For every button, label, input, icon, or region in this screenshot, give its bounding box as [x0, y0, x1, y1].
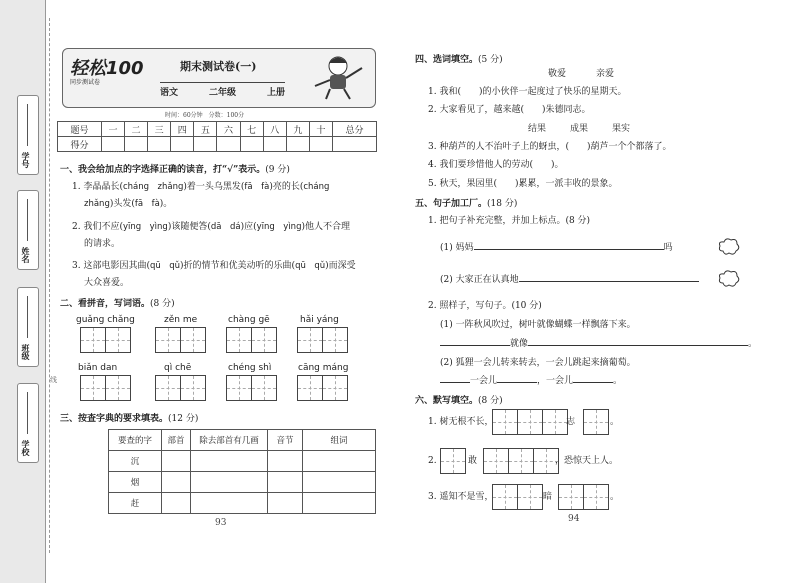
question-5-2: 2. 照样子，写句子。(10 分): [428, 301, 542, 311]
pinyin-label: hǎi yáng: [300, 315, 339, 325]
brand-logo: 轻松100 同步测试卷: [70, 58, 144, 86]
writing-grid[interactable]: [297, 327, 347, 353]
pinyin-label: guǎng chǎng: [76, 315, 135, 325]
dictation-3-start: 3. 遥知不是雪，: [428, 492, 494, 502]
writing-grid[interactable]: [583, 409, 608, 435]
dict-cell[interactable]: [303, 451, 376, 472]
question-5-2a: (1) 一阵秋风吹过，树叶就像蝴蝶一样飘落下来。: [440, 320, 636, 330]
answer-line[interactable]: [474, 249, 664, 250]
question-4-4: 4. 我们要珍惜他人的劳动( )。: [428, 160, 564, 170]
dictation-1-start: 1. 树无根不长，: [428, 417, 494, 427]
dictation-1-mid: 志: [566, 417, 576, 427]
name-field[interactable]: 姓名: [17, 190, 39, 270]
score-header: 六: [217, 122, 240, 137]
dict-char: 赶: [109, 493, 162, 514]
grade: 二年级: [208, 88, 236, 98]
volume: 上册: [266, 88, 285, 98]
student-number-field[interactable]: 学号: [17, 95, 39, 175]
cut-line: [49, 18, 50, 553]
answer-5-2b: 一会儿 ，一会儿 。: [440, 373, 622, 390]
dict-cell[interactable]: [268, 451, 303, 472]
class-field[interactable]: 班级: [17, 287, 39, 367]
dict-header: 要查的字: [109, 430, 162, 451]
score-cell[interactable]: [194, 137, 217, 152]
binding-strip: [0, 0, 46, 583]
pinyin-label: chéng shì: [228, 363, 272, 373]
writing-grid[interactable]: [440, 448, 465, 474]
dict-cell[interactable]: [191, 472, 268, 493]
score-header: 八: [263, 122, 286, 137]
score-header: 七: [240, 122, 263, 137]
answer-5-2a: 就像 。: [440, 336, 757, 353]
question-1-2: 2. 我们不应(yīng yìng)该随便答(dā dá)应(yīng yìng)他人不合理 的请求。: [72, 222, 350, 249]
section-4-title: 四、选词填空。(5 分): [415, 55, 503, 65]
pinyin-label: biǎn dan: [78, 363, 118, 373]
dict-cell[interactable]: [191, 451, 268, 472]
dict-cell[interactable]: [162, 472, 191, 493]
section-5-title: 五、句子加工厂。(18 分): [415, 199, 518, 209]
word-choice-1: 敬爱 亲爱: [548, 69, 615, 79]
question-5-1b: (2) 大家正在认真地: [440, 272, 710, 289]
dict-char: 烟: [109, 472, 162, 493]
dict-cell[interactable]: [162, 493, 191, 514]
dict-cell[interactable]: [162, 451, 191, 472]
dictionary-table: [108, 429, 376, 514]
writing-grid[interactable]: [80, 327, 130, 353]
score-header: 四: [171, 122, 194, 137]
subject: 语文: [160, 88, 179, 98]
time-info: 时间：60分钟 分数：100分: [165, 112, 245, 119]
writing-grid[interactable]: [155, 375, 205, 401]
writing-grid[interactable]: [226, 375, 276, 401]
pinyin-label: zěn me: [164, 315, 198, 325]
writing-grid[interactable]: [80, 375, 130, 401]
exam-title: 期末测试卷(一): [180, 60, 257, 73]
dictation-1-end: 。: [610, 417, 620, 427]
pinyin-label: chàng gē: [228, 315, 270, 325]
score-header: 总分: [332, 122, 376, 137]
dict-char: 沉: [109, 451, 162, 472]
word-choice-2: 结果 成果 果实: [528, 124, 631, 134]
dict-cell[interactable]: [268, 493, 303, 514]
question-1-3: 3. 这部电影因其曲(qū qǔ)折的情节和优美动听的乐曲(qū qǔ)而深受 大众喜爱。: [72, 261, 356, 288]
score-cell[interactable]: [263, 137, 286, 152]
pinyin-label: cāng máng: [298, 363, 349, 373]
writing-grid[interactable]: [226, 327, 276, 353]
score-cell[interactable]: [217, 137, 240, 152]
score-header: 十: [309, 122, 332, 137]
score-row-label: 得分: [58, 137, 102, 152]
writing-grid[interactable]: [483, 448, 558, 474]
score-cell[interactable]: [171, 137, 194, 152]
dictation-3-mid: 暗: [543, 492, 553, 502]
boy-illustration-icon: [310, 52, 365, 100]
score-table: [57, 121, 377, 152]
writing-grid[interactable]: [492, 409, 567, 435]
dict-header: 除去部首有几画: [191, 430, 268, 451]
question-5-1a: (1) 妈妈 吗: [440, 243, 673, 253]
dict-header: 部首: [162, 430, 191, 451]
question-4-1: 1. 我和( )的小伙伴一起度过了快乐的星期天。: [428, 87, 627, 97]
score-cell[interactable]: [286, 137, 309, 152]
score-cell[interactable]: [148, 137, 171, 152]
question-5-1: 1. 把句子补充完整，并加上标点。(8 分): [428, 216, 591, 226]
dictation-2-end: ，恐惊天上人。: [555, 456, 619, 466]
score-cell[interactable]: [332, 137, 376, 152]
score-header: 三: [148, 122, 171, 137]
dict-cell[interactable]: [303, 493, 376, 514]
page-number-right: 94: [568, 514, 580, 524]
writing-grid[interactable]: [558, 484, 608, 510]
dict-cell[interactable]: [191, 493, 268, 514]
dictation-2-start: 2.: [428, 456, 437, 466]
punctuation-cloud-icon[interactable]: [718, 237, 740, 257]
school-field[interactable]: 学校: [17, 383, 39, 463]
page-number-left: 93: [215, 518, 227, 528]
dict-cell[interactable]: [268, 472, 303, 493]
score-header: 五: [194, 122, 217, 137]
question-4-3: 3. 种葫芦的人不治叶子上的蚜虫，( )葫芦一个个都落了。: [428, 142, 672, 152]
score-cell[interactable]: [101, 137, 124, 152]
question-4-5: 5. 秋天，果园里( )累累，一派丰收的景象。: [428, 179, 618, 189]
section-3-title: 三、按查字典的要求填表。(12 分): [60, 414, 199, 424]
question-1-1: 1. 李晶晶长(cháng zhǎng)着一头乌黑发(fā fà)亮的长(cháng zhǎng)头发(fā fà)。: [72, 182, 330, 209]
dictation-3-end: 。: [610, 492, 620, 502]
question-4-2: 2. 大家看见了，越来越( )朱德同志。: [428, 105, 591, 115]
writing-grid[interactable]: [492, 484, 542, 510]
pinyin-label: qì chē: [164, 363, 192, 373]
dictation-2-mid: 敢: [468, 456, 478, 466]
dict-header: 组词: [303, 430, 376, 451]
score-header: 二: [125, 122, 148, 137]
score-header: 一: [101, 122, 124, 137]
punctuation-cloud-icon[interactable]: [718, 269, 740, 289]
dict-header: 音节: [268, 430, 303, 451]
score-cell[interactable]: [240, 137, 263, 152]
writing-grid[interactable]: [297, 375, 347, 401]
section-1-title: 一、我会给加点的字选择正确的读音，打“√”表示。(9 分): [60, 165, 290, 175]
section-6-title: 六、默写填空。(8 分): [415, 396, 503, 406]
subject-row: [160, 82, 285, 98]
score-cell[interactable]: [125, 137, 148, 152]
dict-cell[interactable]: [303, 472, 376, 493]
score-header: 题号: [58, 122, 102, 137]
answer-line[interactable]: [519, 281, 699, 282]
cut-line-label: 线: [50, 376, 57, 384]
score-cell[interactable]: [309, 137, 332, 152]
question-5-2b: (2) 狐狸一会儿转来转去，一会儿跳起来摘葡萄。: [440, 358, 636, 368]
section-2-title: 二、看拼音，写词语。(8 分): [60, 299, 175, 309]
writing-grid[interactable]: [155, 327, 205, 353]
score-header: 九: [286, 122, 309, 137]
